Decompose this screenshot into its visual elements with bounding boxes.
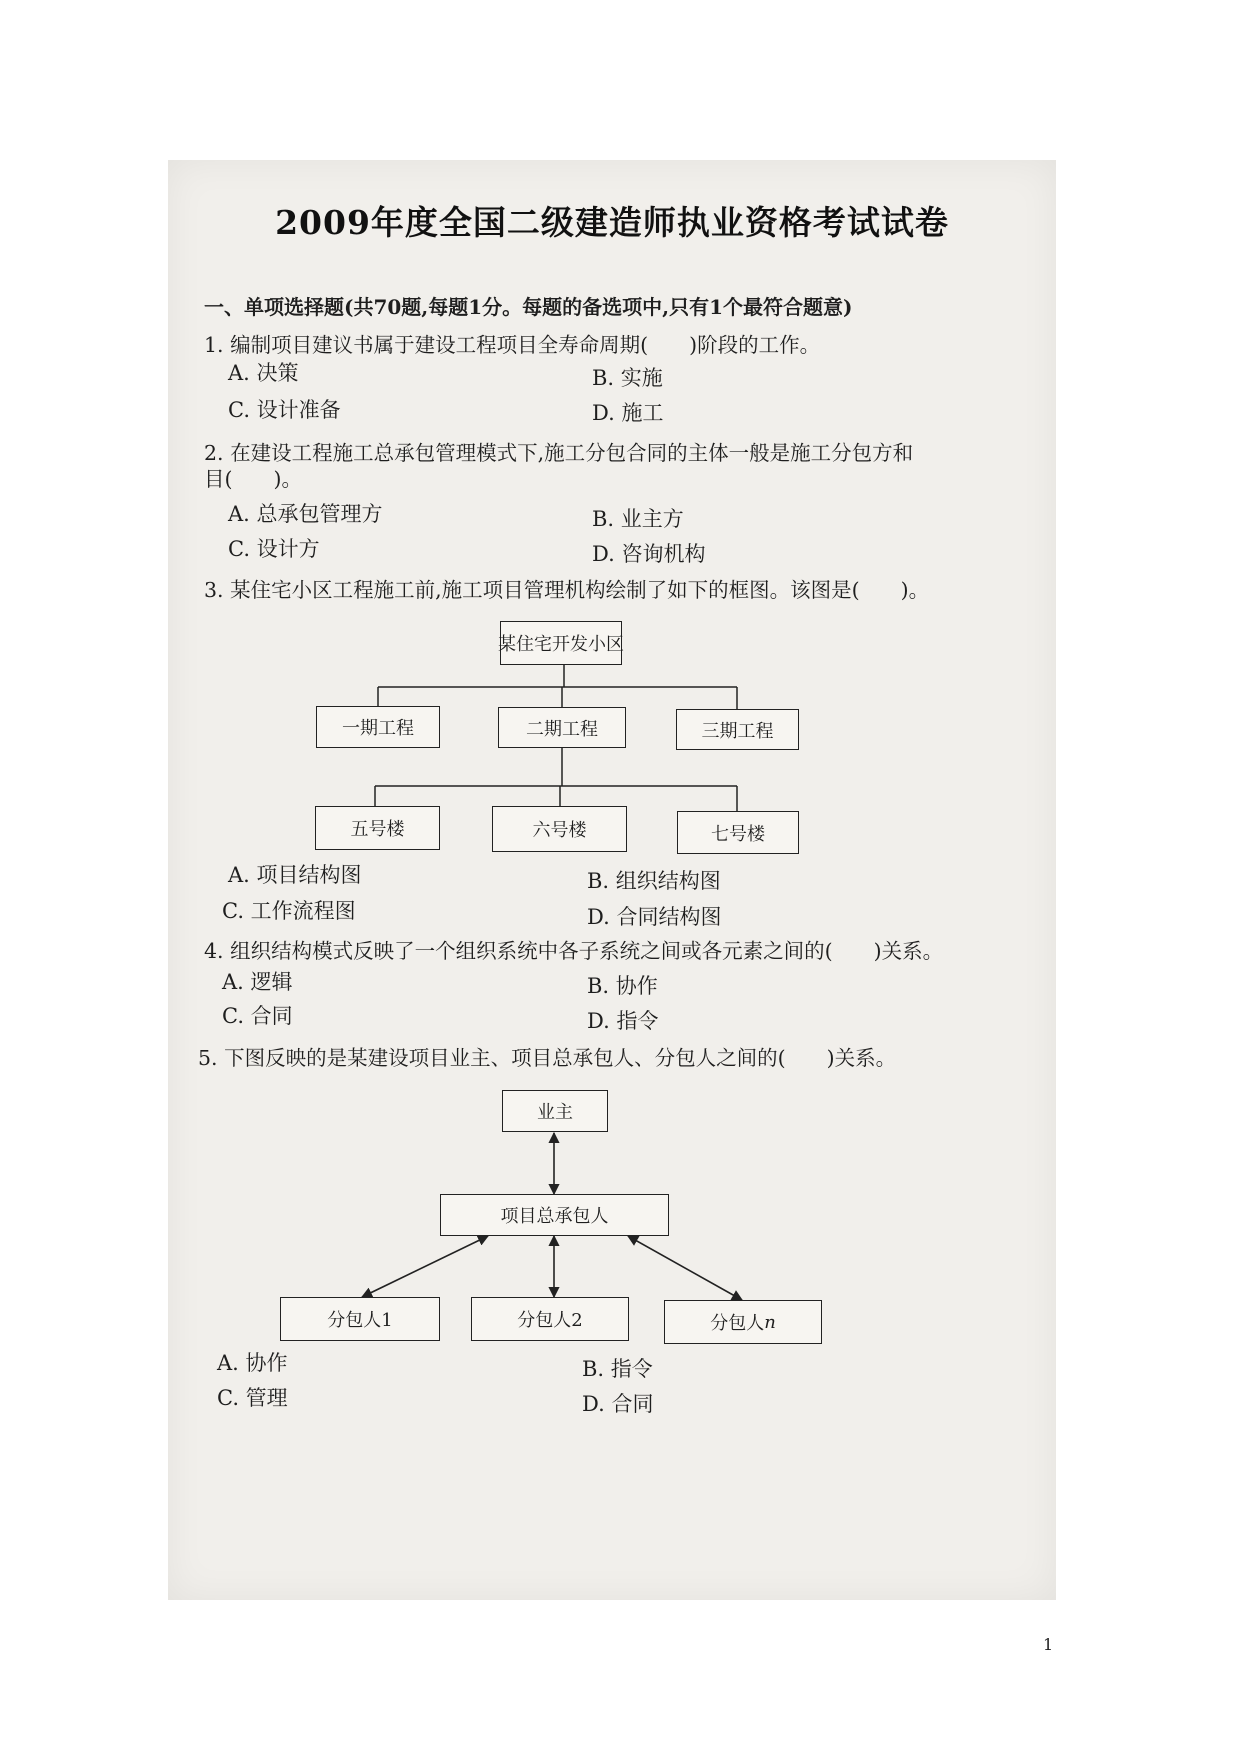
- question-5: 5. 下图反映的是某建设项目业主、项目总承包人、分包人之间的( )关系。: [198, 1046, 897, 1070]
- question-2-line-2: 目( )。: [204, 467, 302, 491]
- page-number: 1: [1043, 1635, 1054, 1654]
- node-residential-development: 某住宅开发小区: [500, 621, 622, 665]
- node-subcontractor-2: 分包人2: [471, 1297, 629, 1341]
- q5-option-d: D. 合同: [582, 1392, 654, 1416]
- q4-option-d: D. 指令: [587, 1009, 659, 1033]
- node-building-7: 七号楼: [677, 811, 799, 854]
- question-3: 3. 某住宅小区工程施工前,施工项目管理机构绘制了如下的框图。该图是( )。: [204, 578, 930, 602]
- node-owner: 业主: [502, 1090, 608, 1132]
- q3-option-d: D. 合同结构图: [587, 905, 722, 929]
- node-building-5: 五号楼: [315, 806, 440, 850]
- node-phase-2: 二期工程: [498, 707, 626, 748]
- node-building-6: 六号楼: [492, 806, 627, 852]
- node-phase-3: 三期工程: [676, 709, 799, 750]
- question-2-line-1: 2. 在建设工程施工总承包管理模式下,施工分包合同的主体一般是施工分包方和: [204, 441, 914, 465]
- question-1: 1. 编制项目建议书属于建设工程项目全寿命周期( )阶段的工作。: [204, 333, 821, 357]
- q4-option-b: B. 协作: [587, 974, 658, 998]
- q5-option-c: C. 管理: [217, 1386, 288, 1410]
- subcontractor-n-prefix: 分包人: [710, 1313, 765, 1334]
- question-4: 4. 组织结构模式反映了一个组织系统中各子系统之间或各元素之间的( )关系。: [204, 939, 944, 963]
- subcontractor-n-suffix: n: [764, 1311, 776, 1333]
- node-subcontractor-1: 分包人1: [280, 1297, 440, 1341]
- q3-option-a: A. 项目结构图: [228, 863, 362, 887]
- node-phase-1: 一期工程: [316, 706, 440, 748]
- exam-title: 2009年度全国二级建造师执业资格考试试卷: [275, 203, 949, 242]
- node-subcontractor-n: [664, 1300, 822, 1344]
- q5-option-b: B. 指令: [582, 1357, 653, 1381]
- q1-option-b: B. 实施: [592, 366, 663, 390]
- q2-option-a: A. 总承包管理方: [228, 502, 383, 526]
- q1-option-a: A. 决策: [228, 361, 299, 385]
- q4-option-a: A. 逻辑: [222, 970, 293, 994]
- q2-option-b: B. 业主方: [592, 507, 684, 531]
- q3-option-b: B. 组织结构图: [587, 869, 721, 893]
- q2-option-d: D. 咨询机构: [592, 542, 706, 566]
- q3-option-c: C. 工作流程图: [222, 899, 356, 923]
- q1-option-c: C. 设计准备: [228, 398, 341, 422]
- q1-option-d: D. 施工: [592, 401, 664, 425]
- q2-option-c: C. 设计方: [228, 537, 320, 561]
- q4-option-c: C. 合同: [222, 1004, 293, 1028]
- section-heading: 一、单项选择题(共70题,每题1分。每题的备选项中,只有1个最符合题意): [204, 295, 853, 319]
- q5-option-a: A. 协作: [217, 1351, 288, 1375]
- node-general-contractor: 项目总承包人: [440, 1194, 669, 1236]
